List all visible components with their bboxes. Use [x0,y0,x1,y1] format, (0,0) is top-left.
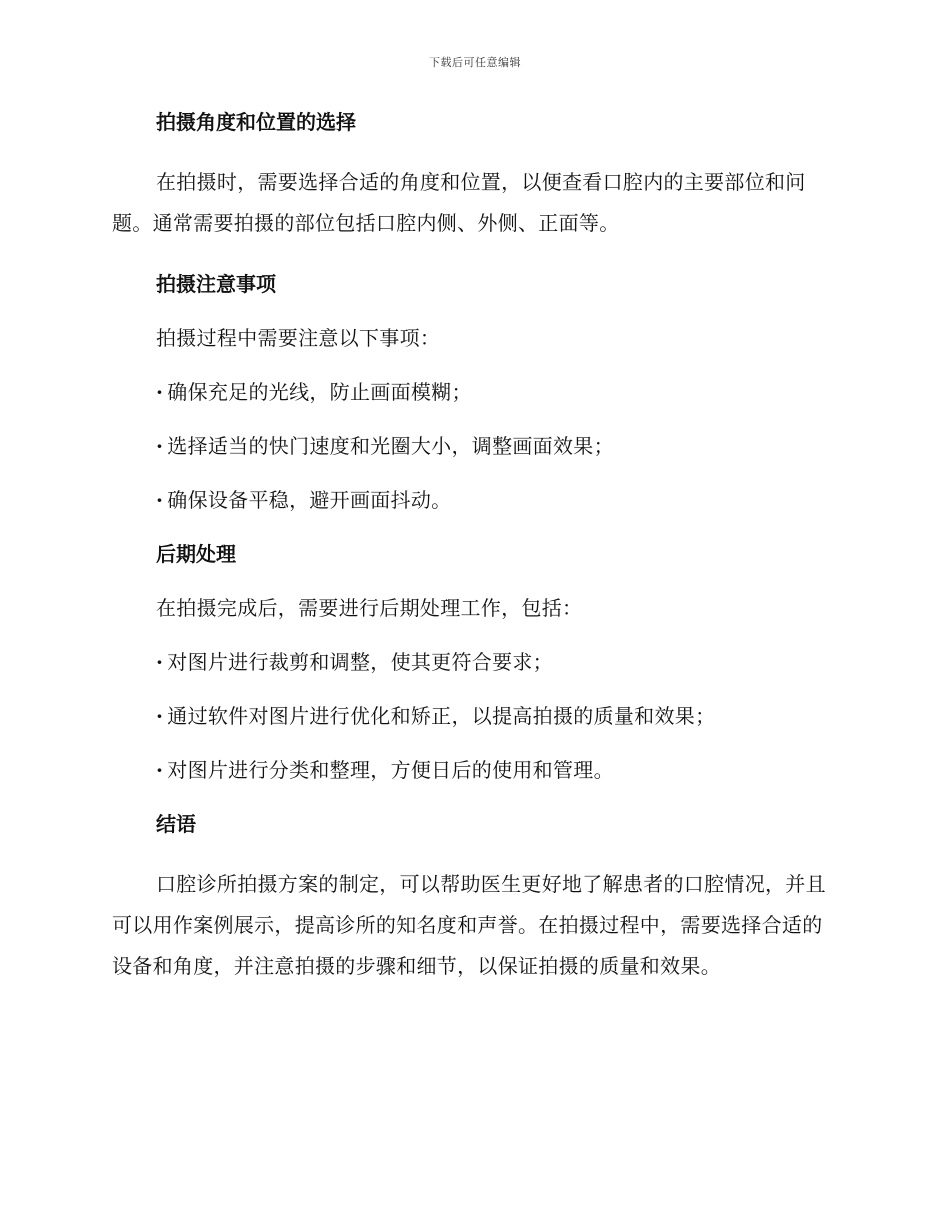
bullet-text: 通过软件对图片进行优化和矫正，以提高拍摄的质量和效果； [167,704,716,728]
bullet-dot: · [156,380,164,404]
bullet-item [156,432,832,460]
section-heading-conclusion: 结语 [156,812,196,836]
section-heading-notes: 拍摄注意事项 [156,272,276,296]
bullet-dot: · [156,650,164,674]
bullet-text: 选择适当的快门速度和光圈大小，调整画面效果； [167,434,614,458]
page-header: 下载后可任意编辑 [429,56,521,69]
bullet-dot: · [156,434,164,458]
section-heading-postprocess: 后期处理 [156,542,236,566]
section-paragraph-angle: 在拍摄时，需要选择合适的角度和位置，以便查看口腔内的主要部位和问题。通常需要拍摄的部位包括口腔内侧、外侧、正面等。 [112,170,806,235]
bullet-text: 对图片进行分类和整理，方便日后的使用和管理。 [167,758,614,782]
bullet-item [156,702,832,730]
bullet-text: 对图片进行裁剪和调整，使其更符合要求； [167,650,553,674]
bullet-item [156,486,832,514]
bullet-item [156,756,832,784]
bullet-item [156,648,832,676]
document-body [112,108,832,1013]
bullet-dot: · [156,704,164,728]
bullet-item [156,378,832,406]
section-heading-angle: 拍摄角度和位置的选择 [156,110,356,134]
section-intro-postprocess: 在拍摄完成后，需要进行后期处理工作，包括： [156,596,583,620]
bullet-text: 确保充足的光线，防止画面模糊； [167,380,472,404]
bullet-dot: · [156,488,164,512]
bullet-text: 确保设备平稳，避开画面抖动。 [167,488,452,512]
section-intro-notes: 拍摄过程中需要注意以下事项： [156,326,441,350]
bullet-dot: · [156,758,164,782]
section-paragraph-conclusion: 口腔诊所拍摄方案的制定，可以帮助医生更好地了解患者的口腔情况，并且可以用作案例展示，提高诊所的知名度和声誉。在拍摄过程中，需要选择合适的设备和角度，并注意拍摄的步骤和细节，以保证拍摄的质量和效果。 [112,872,826,978]
